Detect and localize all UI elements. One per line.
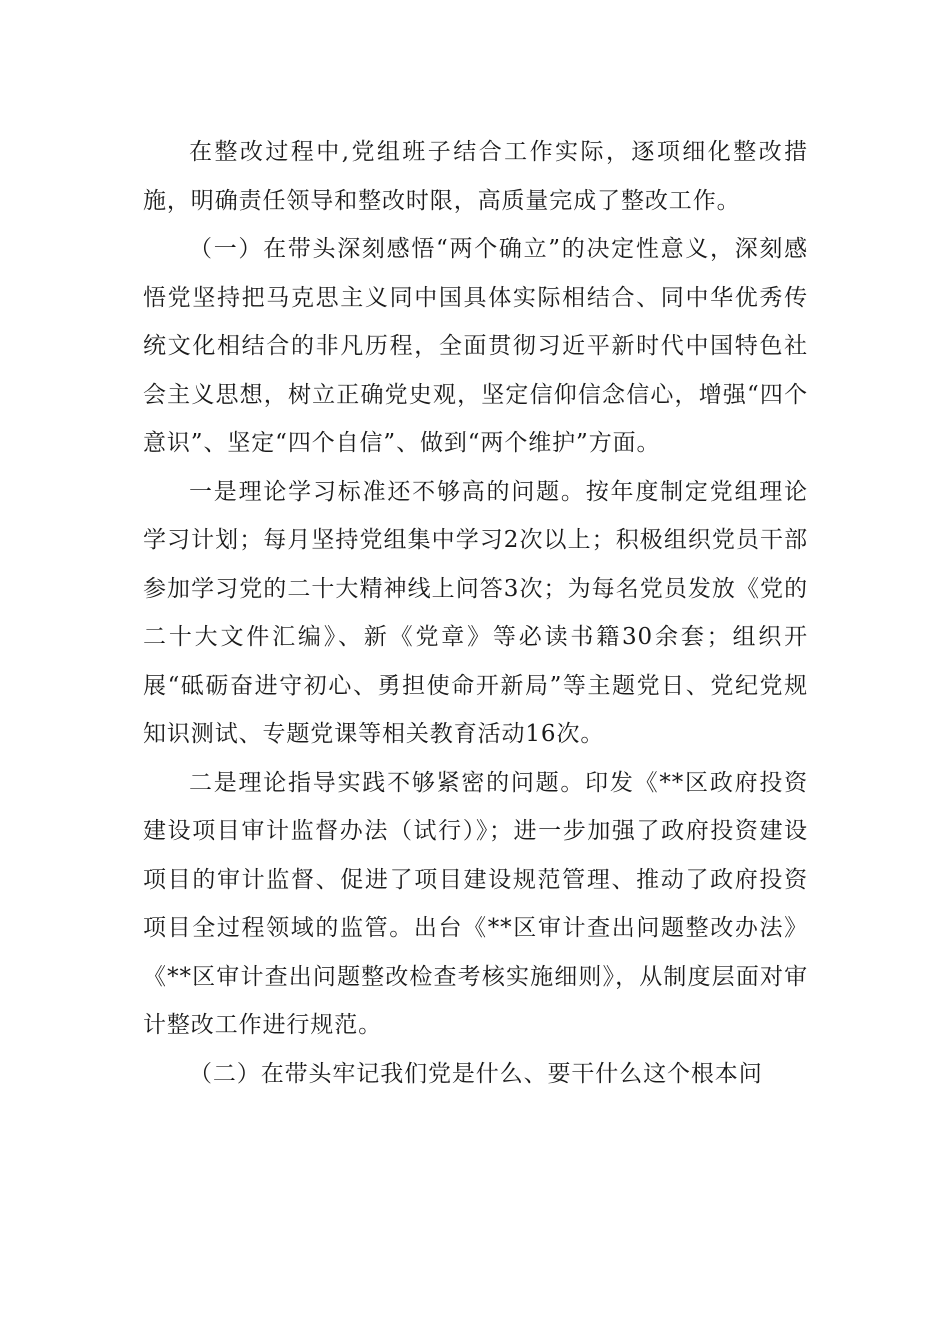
paragraph-section-two-heading: （二）在带头牢记我们党是什么、要干什么这个根本问 [189,1060,763,1087]
paragraph-theory-practice: 二是理论指导实践不够紧密的问题。印发《**区政府投资建设项目审计监督办法（试行）》；进一步加强了政府投资建设项目的审计监督、促进了项目建设规范管理、推动了政府投资项目全过程领域的监管。出台《**区审计查出问题整改办法》《**区审计查出问题整改检查考核实施细则》，从制度层面对审计整改工作进行规范。 [143,769,808,1038]
paragraph-section-one-heading: （一）在带头深刻感悟“两个确立”的决定性意义，深刻感悟党坚持把马克思主义同中国具体实际相结合、同中华优秀传统文化相结合的非凡历程，全面贯彻习近平新时代中国特色社会主义思想，树立正确党史观，坚定信仰信念信心，增强“四个意识”、坚定“四个自信”、做到“两个维护”方面。 [143,236,808,456]
paragraph-rectification-intro: 在整改过程中,党组班子结合工作实际，逐项细化整改措施，明确责任领导和整改时限，高质量完成了整改工作。 [143,139,808,214]
document-body [143,128,808,1098]
paragraph-theory-study: 一是理论学习标准还不够高的问题。按年度制定党组理论学习计划；每月坚持党组集中学习2次以上；积极组织党员干部参加学习党的二十大精神线上问答3次；为每名党员发放《党的二十大文件汇编》、新《党章》等必读书籍30余套；组织开展“砥砺奋进守初心、勇担使命开新局”等主题党日、党纪党规知识测试、专题党课等相关教育活动16次。 [143,478,808,747]
